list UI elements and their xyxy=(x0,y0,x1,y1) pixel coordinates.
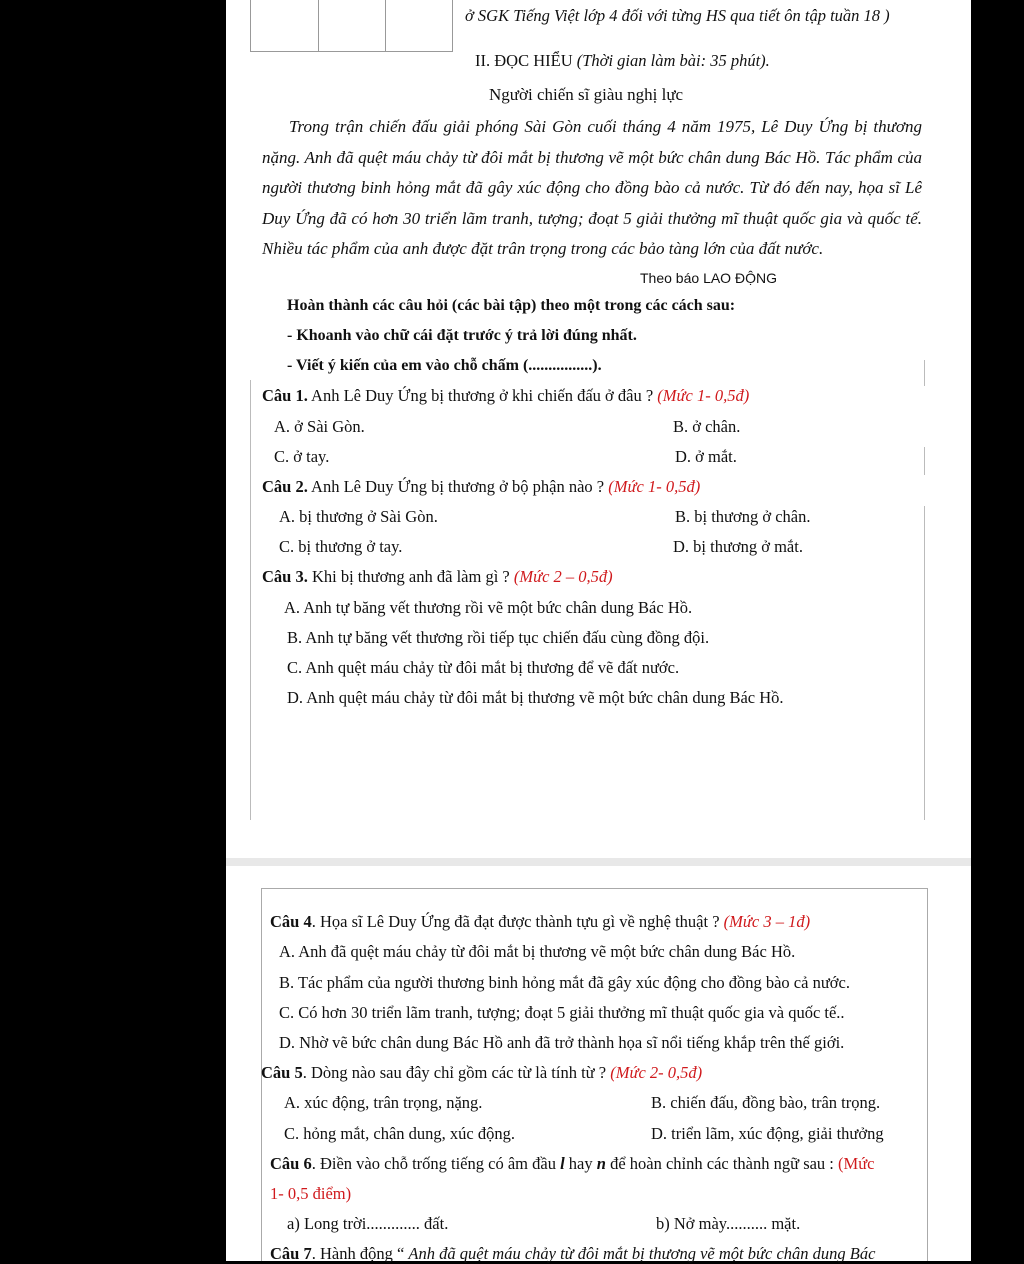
instruction-line-3: - Viết ý kiến của em vào chỗ chấm (................). xyxy=(287,357,602,374)
question-2 xyxy=(262,477,700,497)
question-level: (Mức 1- 0,5đ) xyxy=(657,386,750,405)
question-text: Anh Lê Duy Ứng bị thương ở bộ phận nào ? xyxy=(307,477,609,496)
source-prefix: Theo báo xyxy=(640,270,704,286)
q6-item-a[interactable]: a) Long trời............. đất. xyxy=(287,1214,449,1233)
q4-option-a[interactable]: A. Anh đã quệt máu chảy từ đôi mắt bị thương vẽ một bức chân dung Bác Hồ. xyxy=(279,942,796,961)
q2-option-b[interactable]: B. bị thương ở chân. xyxy=(675,507,811,526)
question-label: Câu 5 xyxy=(261,1063,303,1082)
letter-l: l xyxy=(560,1154,565,1173)
q6-item-b[interactable]: b) Nở mày.......... mặt. xyxy=(656,1214,801,1233)
question-text: . Dòng nào sau đây chỉ gồm các từ là tính từ ? xyxy=(302,1063,611,1082)
page-gap xyxy=(226,858,971,866)
page2-border-top xyxy=(261,888,928,889)
q5-option-b[interactable]: B. chiến đấu, đồng bào, trân trọng. xyxy=(651,1093,881,1112)
q2-option-a[interactable]: A. bị thương ở Sài Gòn. xyxy=(279,507,438,526)
question-label: Câu 6 xyxy=(270,1154,312,1173)
question-level: (Mức 2- 0,5đ) xyxy=(610,1063,703,1082)
q5-option-a[interactable]: A. xúc động, trân trọng, nặng. xyxy=(284,1093,483,1112)
q3-option-d[interactable]: D. Anh quệt máu chảy từ đôi mắt bị thương vẽ một bức chân dung Bác Hồ. xyxy=(287,688,784,707)
section-title: II. ĐỌC HIỂU xyxy=(475,51,573,70)
question-label: Câu 1. xyxy=(262,386,308,405)
q1-option-c[interactable]: C. ở tay. xyxy=(274,447,330,466)
instruction-line-1: Hoàn thành các câu hỏi (các bài tập) theo một trong các cách sau: xyxy=(287,297,736,314)
passage-title: Người chiến sĩ giàu nghị lực xyxy=(489,85,684,104)
table-border xyxy=(452,0,453,52)
question-level: (Mức 3 – 1đ) xyxy=(723,912,811,931)
question-label: Câu 4 xyxy=(270,912,312,931)
question-3 xyxy=(262,567,613,587)
table-border xyxy=(250,0,251,52)
question-6-level-cont: 1- 0,5 điểm) xyxy=(270,1184,352,1203)
q3-option-a[interactable]: A. Anh tự băng vết thương rồi vẽ một bức chân dung Bác Hồ. xyxy=(284,598,693,617)
page2-border-right xyxy=(927,888,928,1261)
page-border-right xyxy=(924,506,925,820)
question-label: Câu 7 xyxy=(270,1244,312,1263)
question-text: . Họa sĩ Lê Duy Ứng đã đạt được thành tựu gì về nghệ thuật ? xyxy=(311,912,724,931)
q4-option-b[interactable]: B. Tác phẩm của người thương binh hỏng mắt đã gây xúc động cho đồng bào cả nước. xyxy=(279,973,850,992)
question-level: (Mức 2 – 0,5đ) xyxy=(513,567,613,586)
question-text: . Điền vào chỗ trống tiếng có âm đầu xyxy=(311,1154,561,1173)
question-label: Câu 2. xyxy=(262,477,308,496)
q1-option-b[interactable]: B. ở chân. xyxy=(673,417,741,436)
page-border-right xyxy=(924,447,925,475)
source-name: LAO ĐỘNG xyxy=(703,270,777,286)
question-level: (Mức xyxy=(838,1154,875,1173)
q3-option-c[interactable]: C. Anh quệt máu chảy từ đôi mắt bị thương để vẽ đất nước. xyxy=(287,658,680,677)
question-quote: Anh đã quệt máu chảy từ đôi mắt bị thương vẽ một bức chân dung Bác xyxy=(408,1244,876,1263)
question-6 xyxy=(270,1154,874,1174)
q2-option-c[interactable]: C. bị thương ở tay. xyxy=(279,537,403,556)
page-border-right xyxy=(924,360,925,386)
q1-option-a[interactable]: A. ở Sài Gòn. xyxy=(274,417,365,436)
q1-option-d[interactable]: D. ở mắt. xyxy=(675,447,737,466)
question-text: Khi bị thương anh đã làm gì ? xyxy=(307,567,514,586)
question-text: . Hành động “ xyxy=(311,1244,409,1263)
q5-option-d[interactable]: D. triển lãm, xúc động, giải thưởng xyxy=(651,1124,884,1143)
question-level: (Mức 1- 0,5đ) xyxy=(608,477,701,496)
q4-option-c[interactable]: C. Có hơn 30 triển lãm tranh, tượng; đoạt 5 giải thưởng mĩ thuật quốc gia và quốc tế.. xyxy=(279,1003,845,1022)
section-heading xyxy=(475,51,770,71)
question-4 xyxy=(270,912,810,932)
q2-option-d[interactable]: D. bị thương ở mắt. xyxy=(673,537,803,556)
table-border xyxy=(318,0,319,52)
table-border xyxy=(250,51,453,52)
question-label: Câu 3. xyxy=(262,567,308,586)
question-1 xyxy=(262,386,749,406)
page-border-left xyxy=(250,380,251,820)
table-border xyxy=(385,0,386,52)
instruction-line-2: - Khoanh vào chữ cái đặt trước ý trả lời đúng nhất. xyxy=(287,327,637,344)
section-time: (Thời gian làm bài: 35 phút). xyxy=(576,51,770,70)
question-text: hay xyxy=(564,1154,597,1173)
top-note: ở SGK Tiếng Việt lớp 4 đối với từng HS qua tiết ôn tập tuần 18 ) xyxy=(465,6,890,25)
q5-option-c[interactable]: C. hỏng mắt, chân dung, xúc động. xyxy=(284,1124,515,1143)
question-7 xyxy=(270,1244,875,1264)
q3-option-b[interactable]: B. Anh tự băng vết thương rồi tiếp tục chiến đấu cùng đồng đội. xyxy=(287,628,710,647)
letter-n: n xyxy=(596,1154,606,1173)
question-text: Anh Lê Duy Ứng bị thương ở khi chiến đấu ở đâu ? xyxy=(307,386,658,405)
passage-source xyxy=(640,268,777,288)
question-text: để hoàn chỉnh các thành ngữ sau : xyxy=(605,1154,839,1173)
passage-body: Trong trận chiến đấu giải phóng Sài Gòn cuối tháng 4 năm 1975, Lê Duy Ứng bị thương nặng. Anh đã quệt máu chảy từ đôi mắt bị thương vẽ một bức chân dung Bác Hồ. Tác phẩm của người thương binh hỏng mắt đã gây xúc động cho đồng bào cả nước. Từ đó đến nay, họa sĩ Lê Duy Ứng đã có hơn 30 triển lãm tranh, tượng; đoạt 5 giải thưởng mĩ thuật quốc gia và quốc tế. Nhiều tác phẩm của anh được đặt trân trọng trong các bảo tàng lớn của đất nước. xyxy=(262,117,922,258)
question-5 xyxy=(261,1063,702,1083)
q4-option-d[interactable]: D. Nhờ vẽ bức chân dung Bác Hồ anh đã trở thành họa sĩ nổi tiếng khắp trên thế giới. xyxy=(279,1033,845,1052)
